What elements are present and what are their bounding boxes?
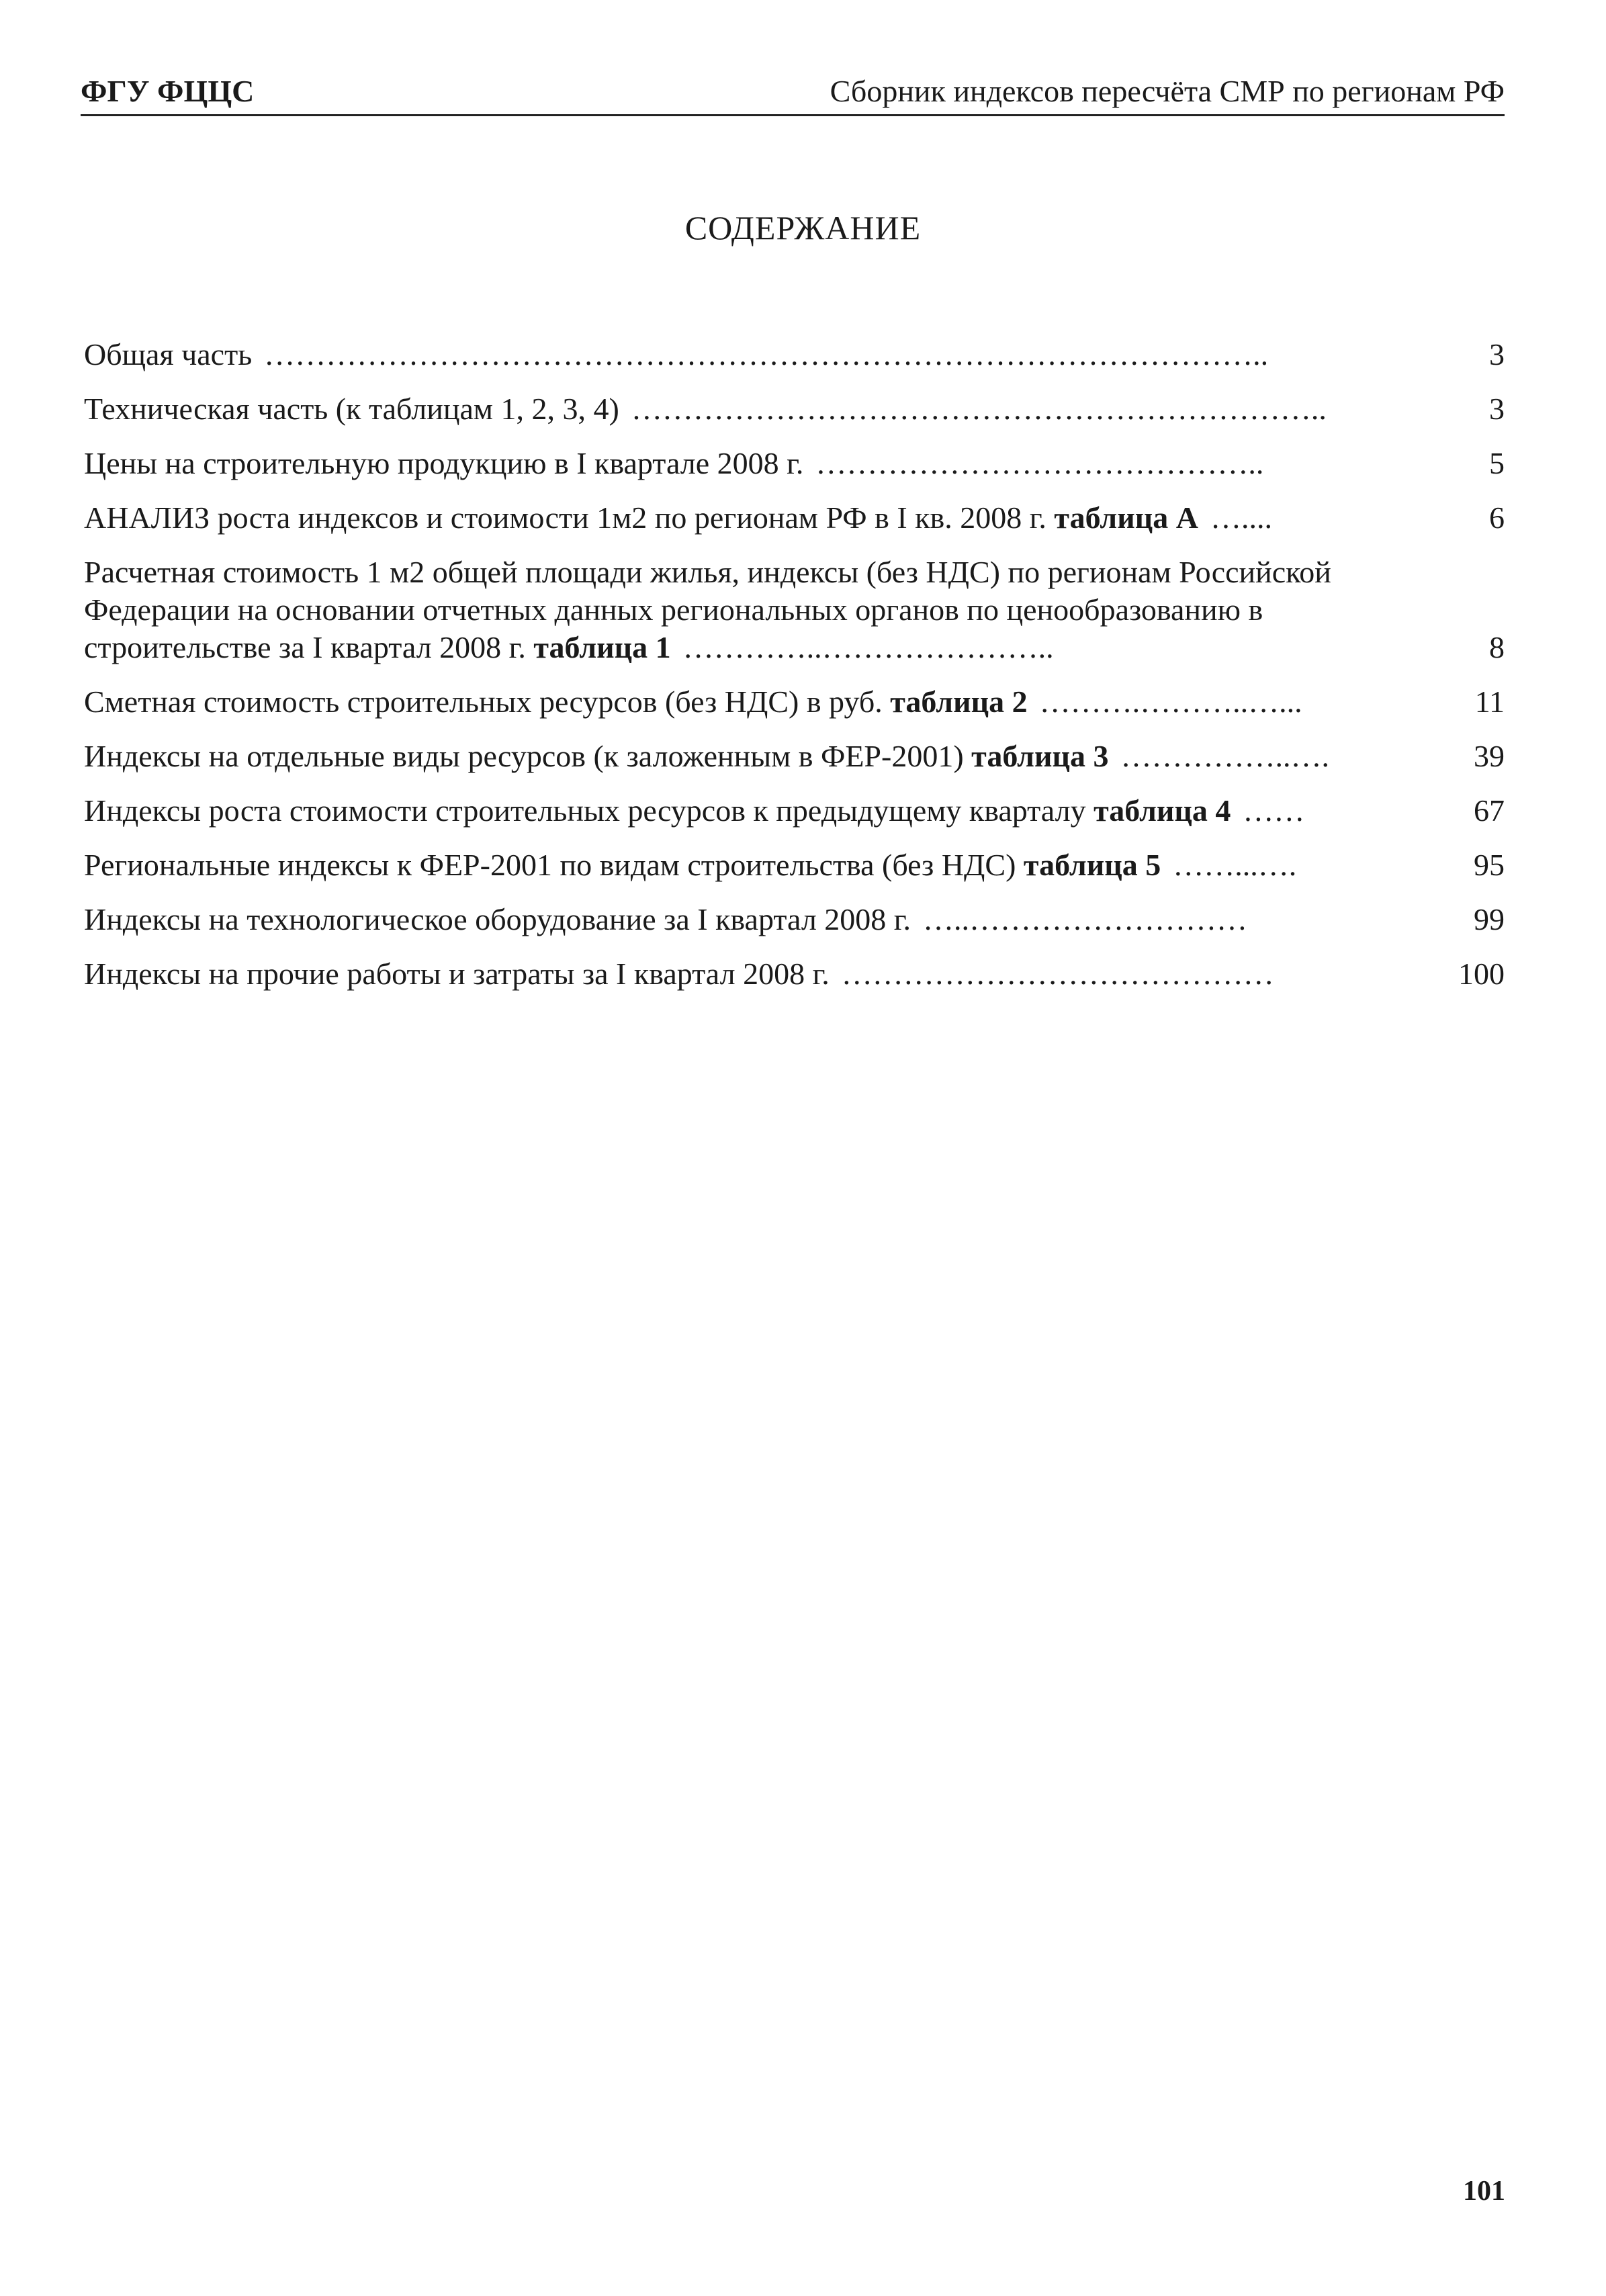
toc-entry[interactable] [84,738,1505,775]
toc-entry[interactable] [84,499,1505,537]
toc-entry[interactable] [84,792,1505,830]
toc-page-number: 67 [1474,793,1505,828]
toc-entry[interactable] [84,336,1505,373]
toc-page-number: 95 [1474,848,1505,882]
toc-table-label: таблица 5 [1023,848,1161,882]
toc-entry-title: Цены на строительную продукцию в I квартале 2008 г. [84,446,804,480]
toc-entry-title: Индексы на технологическое оборудование за I квартал 2008 г. [84,902,911,936]
toc-entry-title: Индексы роста стоимости строительных ресурсов к предыдущему кварталу [84,793,1086,828]
toc-page-number: 39 [1474,739,1505,773]
toc-leader-dots: ….... [1210,500,1272,535]
page-number: 101 [1463,2176,1505,2207]
toc-table-label: таблица 1 [533,630,671,664]
toc-page-number: 6 [1489,500,1505,535]
toc-entry-title: Индексы на отдельные виды ресурсов (к заложенным в ФЕР-2001) [84,739,964,773]
toc-page-number: 8 [1489,630,1505,664]
toc-entry[interactable] [84,445,1505,482]
toc-page-number: 99 [1474,902,1505,936]
toc-leader-dots: ……...…. [1173,848,1297,882]
toc-leader-dots: ……….………..…... [1039,685,1302,719]
header-organization: ФГУ ФЦЦС [81,74,255,108]
toc-table-label: таблица 3 [971,739,1109,773]
toc-page-number: 11 [1474,685,1505,719]
toc-leader-dots: …..……………………… [922,902,1247,936]
toc-page-number: 5 [1489,446,1505,480]
toc-table-label: таблица 4 [1094,793,1231,828]
toc-page-number: 3 [1489,337,1505,371]
toc-entry[interactable] [84,955,1505,993]
toc-page-number: 3 [1489,392,1505,426]
header-collection-title: Сборник индексов пересчёта СМР по регионам РФ [830,74,1505,108]
toc-entry[interactable] [84,683,1505,721]
toc-leader-dots: …… [1243,793,1305,828]
toc-leader-dots: …………………………………….. [815,446,1264,480]
toc-leader-dots: ……………..…. [1120,739,1329,773]
toc-entry[interactable] [84,554,1505,666]
toc-table-label: таблица 2 [890,685,1028,719]
toc-entry-title: Сметная стоимость строительных ресурсов (без НДС) в руб. [84,685,883,719]
toc-entry-title: АНАЛИЗ роста индексов и стоимости 1м2 по регионам РФ в I кв. 2008 г. [84,500,1046,535]
toc-entry-title: Расчетная стоимость 1 м2 общей площади жилья, индексы (без НДС) по регионам Российской Федерации на основании отчетных данных региональных органов по ценообразованию в строительстве за I квартал 2008 г. [84,555,1331,664]
toc-entry-title: Общая часть [84,337,253,371]
toc-entry-title: Индексы на прочие работы и затраты за I квартал 2008 г. [84,957,830,991]
toc-page-number: 100 [1458,957,1505,991]
toc-entry-title: Техническая часть (к таблицам 1, 2, 3, 4) [84,392,619,426]
page-header [81,67,1505,116]
toc-leader-dots: …………………………………………………………………………………….. [264,337,1269,371]
toc-leader-dots: …………..………………….. [682,630,1054,664]
toc-entry[interactable] [84,390,1505,428]
toc-table-label: таблица А [1054,500,1198,535]
page-title: СОДЕРЖАНИЕ [684,209,922,247]
toc-leader-dots: ………………………………………………………….. [631,392,1327,426]
toc-entry[interactable] [84,901,1505,938]
toc-entry-title: Региональные индексы к ФЕР-2001 по видам строительства (без НДС) [84,848,1016,882]
table-of-contents [84,336,1505,1010]
toc-leader-dots: …………………………………… [841,957,1274,991]
toc-entry[interactable] [84,846,1505,884]
